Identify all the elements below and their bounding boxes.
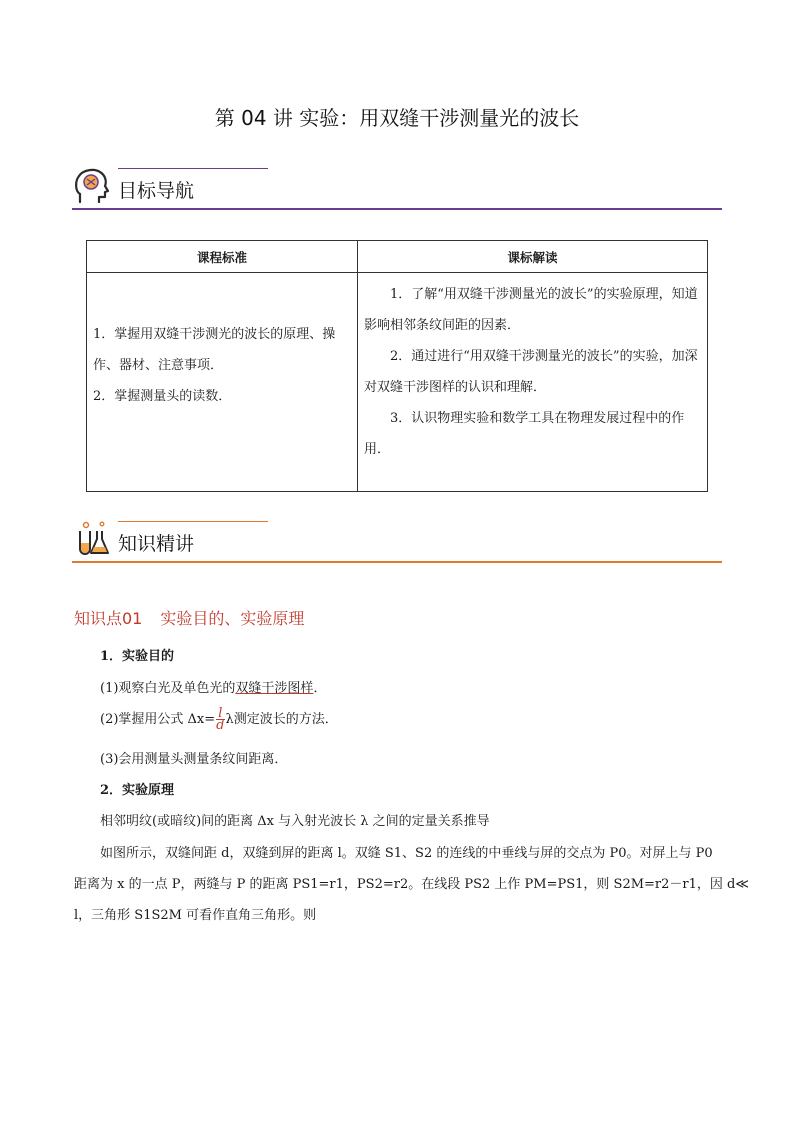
curriculum-table	[86, 240, 708, 492]
standard-item: 2．掌握测量头的读数．	[93, 389, 232, 404]
purpose-text: (1)观察白光及单色光的	[100, 681, 236, 696]
subheading-principle: 2．实验原理	[100, 783, 175, 798]
formula-suffix: λ测定波长的方法．	[225, 712, 338, 727]
purpose-item-1	[100, 677, 326, 696]
fraction-denominator: d	[216, 718, 225, 733]
header-deco-line	[118, 168, 268, 169]
principle-line-3: l，三角形 S1S2M 可看作直角三角形。则	[74, 908, 317, 923]
page-title: 第 04 讲 实验：用双缝干涉测量光的波长	[214, 106, 580, 130]
table-row	[87, 273, 708, 492]
knowledge-point-name: 实验目的、实验原理	[160, 609, 305, 628]
purpose-item-2	[100, 708, 338, 731]
knowledge-point-title	[74, 606, 304, 629]
purpose-item-3: (3)会用测量头测量条纹间距离．	[100, 752, 288, 767]
section-label: 目标导航	[118, 180, 195, 202]
standard-item: 1．掌握用双缝干涉测光的波长的原理、操作、器材、注意事项．	[93, 327, 336, 373]
section-label: 知识精讲	[118, 533, 195, 555]
brain-head-icon	[72, 166, 112, 206]
table-header-cell: 课程标准	[87, 241, 358, 273]
interpretation-item: 1．了解“用双缝干涉测量光的波长”的实验原理，知道影响相邻条纹间距的因素．	[364, 287, 698, 333]
table-header-row	[87, 241, 708, 273]
formula-fraction	[216, 708, 224, 731]
lab-flask-icon	[72, 519, 112, 559]
table-cell-standards	[87, 273, 358, 492]
interpretation-item: 2．通过进行“用双缝干涉测量光的波长”的实验，加深对双缝干涉图样的认识和理解．	[364, 349, 698, 395]
formula-prefix: (2)掌握用公式 Δx=	[100, 712, 216, 727]
section-header-knowledge	[72, 517, 722, 565]
section-rule	[72, 561, 722, 563]
section-rule	[72, 208, 722, 210]
table-cell-interpretation	[358, 273, 708, 492]
principle-intro: 相邻明纹(或暗纹)间的距离 Δx 与入射光波长 λ 之间的定量关系推导	[100, 814, 490, 829]
section-header-goals	[72, 164, 722, 212]
header-deco-line	[118, 521, 268, 522]
knowledge-point-number: 知识点01	[74, 609, 143, 628]
fraction-numerator: l	[216, 708, 224, 720]
principle-line-1: 如图所示，双缝间距 d，双缝到屏的距离 l。双缝 S1、S2 的连线的中垂线与屏的交点为 P0。对屏上与 P0	[100, 846, 713, 861]
principle-line-2: 距离为 x 的一点 P，两缝与 P 的距离 PS1=r1，PS2=r2。在线段 PS2 上作 PM=PS1，则 S2M=r2－r1，因 d≪	[74, 877, 749, 892]
table-header-cell: 课标解读	[358, 241, 708, 273]
interpretation-item: 3．认识物理实验和数学工具在物理发展过程中的作用．	[364, 411, 685, 457]
purpose-keyword: 双缝干涉图样	[235, 681, 314, 696]
purpose-text: ．	[313, 681, 327, 696]
subheading-purpose: 1．实验目的	[100, 649, 175, 664]
